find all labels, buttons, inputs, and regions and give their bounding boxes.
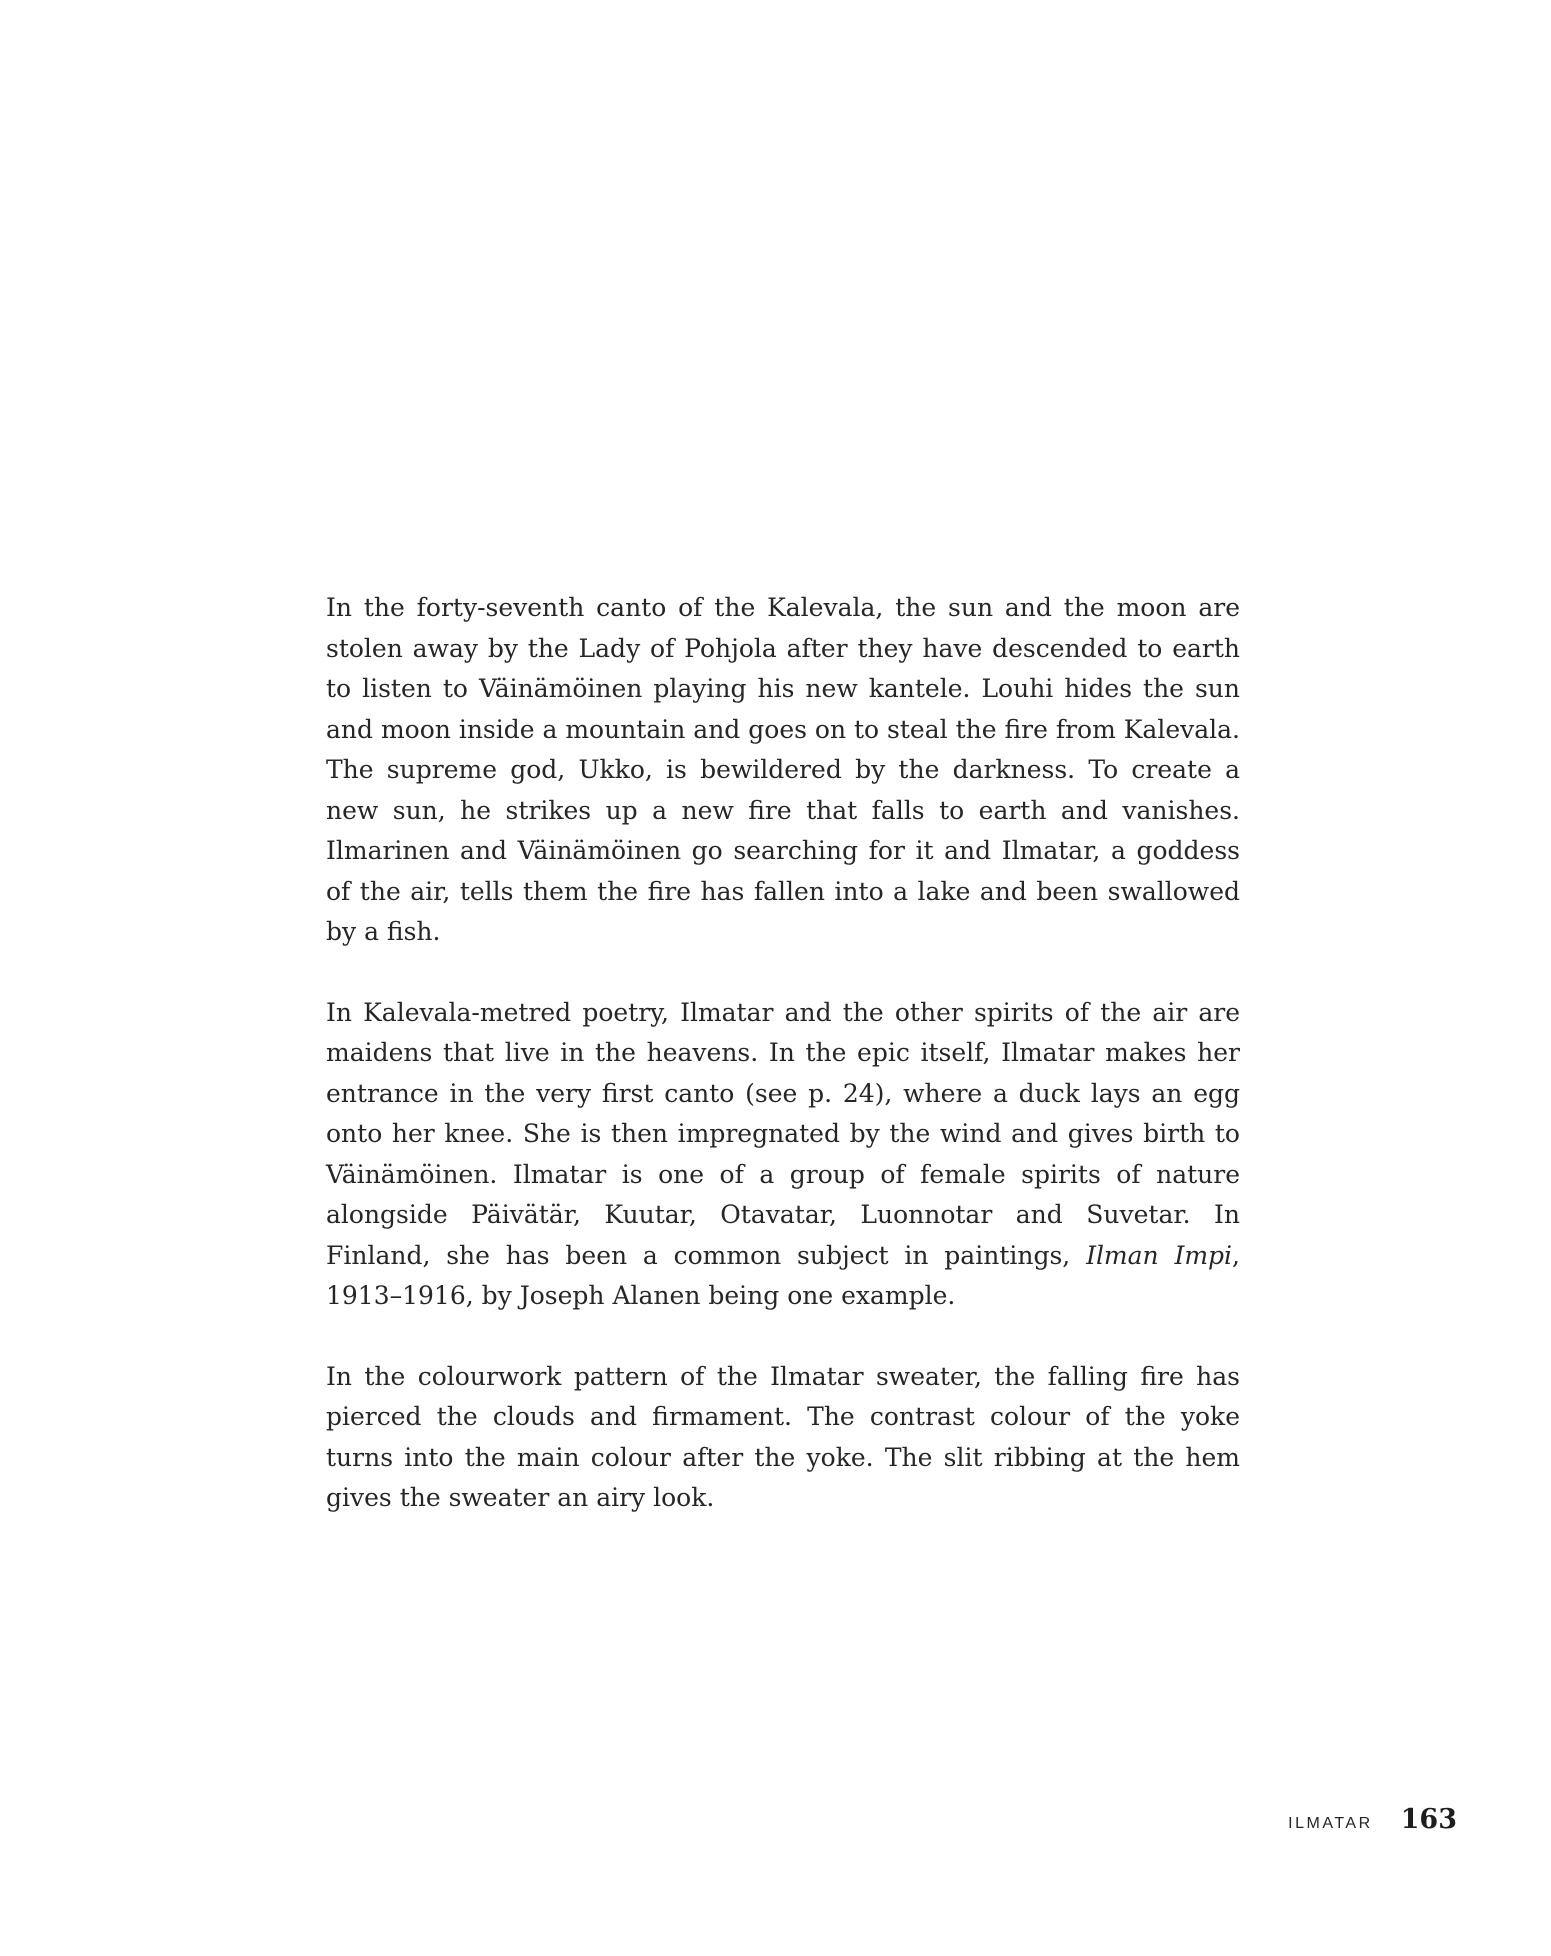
running-head: ILMATAR xyxy=(1288,1815,1373,1832)
painting-title: Ilman Impi xyxy=(1086,1240,1233,1270)
paragraph-2-text: In Kalevala-metred poetry, Ilmatar and the other spirits of the air are maidens that live in the heavens. In the epic itself, Ilmatar makes her entrance in the very first canto (see p. 24), where a duck lays an egg onto her knee. She is then impregnated by the wind and gives birth to Väinämöinen. Ilmatar is one of a group of female spirits of nature alongside Päivätär, Kuutar, Otavatar, Luonnotar and Suvetar. In Finland, she has been a common subject in paintings, xyxy=(326,997,1240,1270)
paragraph-kalevala-canto xyxy=(326,588,1240,953)
paragraph-sweater-pattern xyxy=(326,1357,1240,1519)
page-footer xyxy=(1288,1804,1457,1835)
paragraph-ilmatar-poetry xyxy=(326,993,1240,1317)
article-body xyxy=(326,588,1240,1519)
paragraph-1-text: In the forty-seventh canto of the Kalevala, the sun and the moon are stolen away by the Lady of Pohjola after they have descended to earth to listen to Väinämöinen playing his new kantele. Louhi hides the sun and moon inside a mountain and goes on to steal the fire from Kalevala. The supreme god, Ukko, is bewildered by the darkness. To create a new sun, he strikes up a new fire that falls to earth and vanishes. Ilmarinen and Väinämöinen go searching for it and Ilmatar, a goddess of the air, tells them the fire has fallen into a lake and been swallowed by a fish. xyxy=(326,593,1240,946)
paragraph-2-tail: , 1913–1916, by Joseph Alanen being one example. xyxy=(326,1240,1240,1310)
page-number: 163 xyxy=(1400,1804,1457,1835)
paragraph-3-text: In the colourwork pattern of the Ilmatar sweater, the falling fire has pierced the clouds and firmament. The contrast colour of the yoke turns into the main colour after the yoke. The slit ribbing at the hem gives the sweater an airy look. xyxy=(326,1361,1240,1512)
